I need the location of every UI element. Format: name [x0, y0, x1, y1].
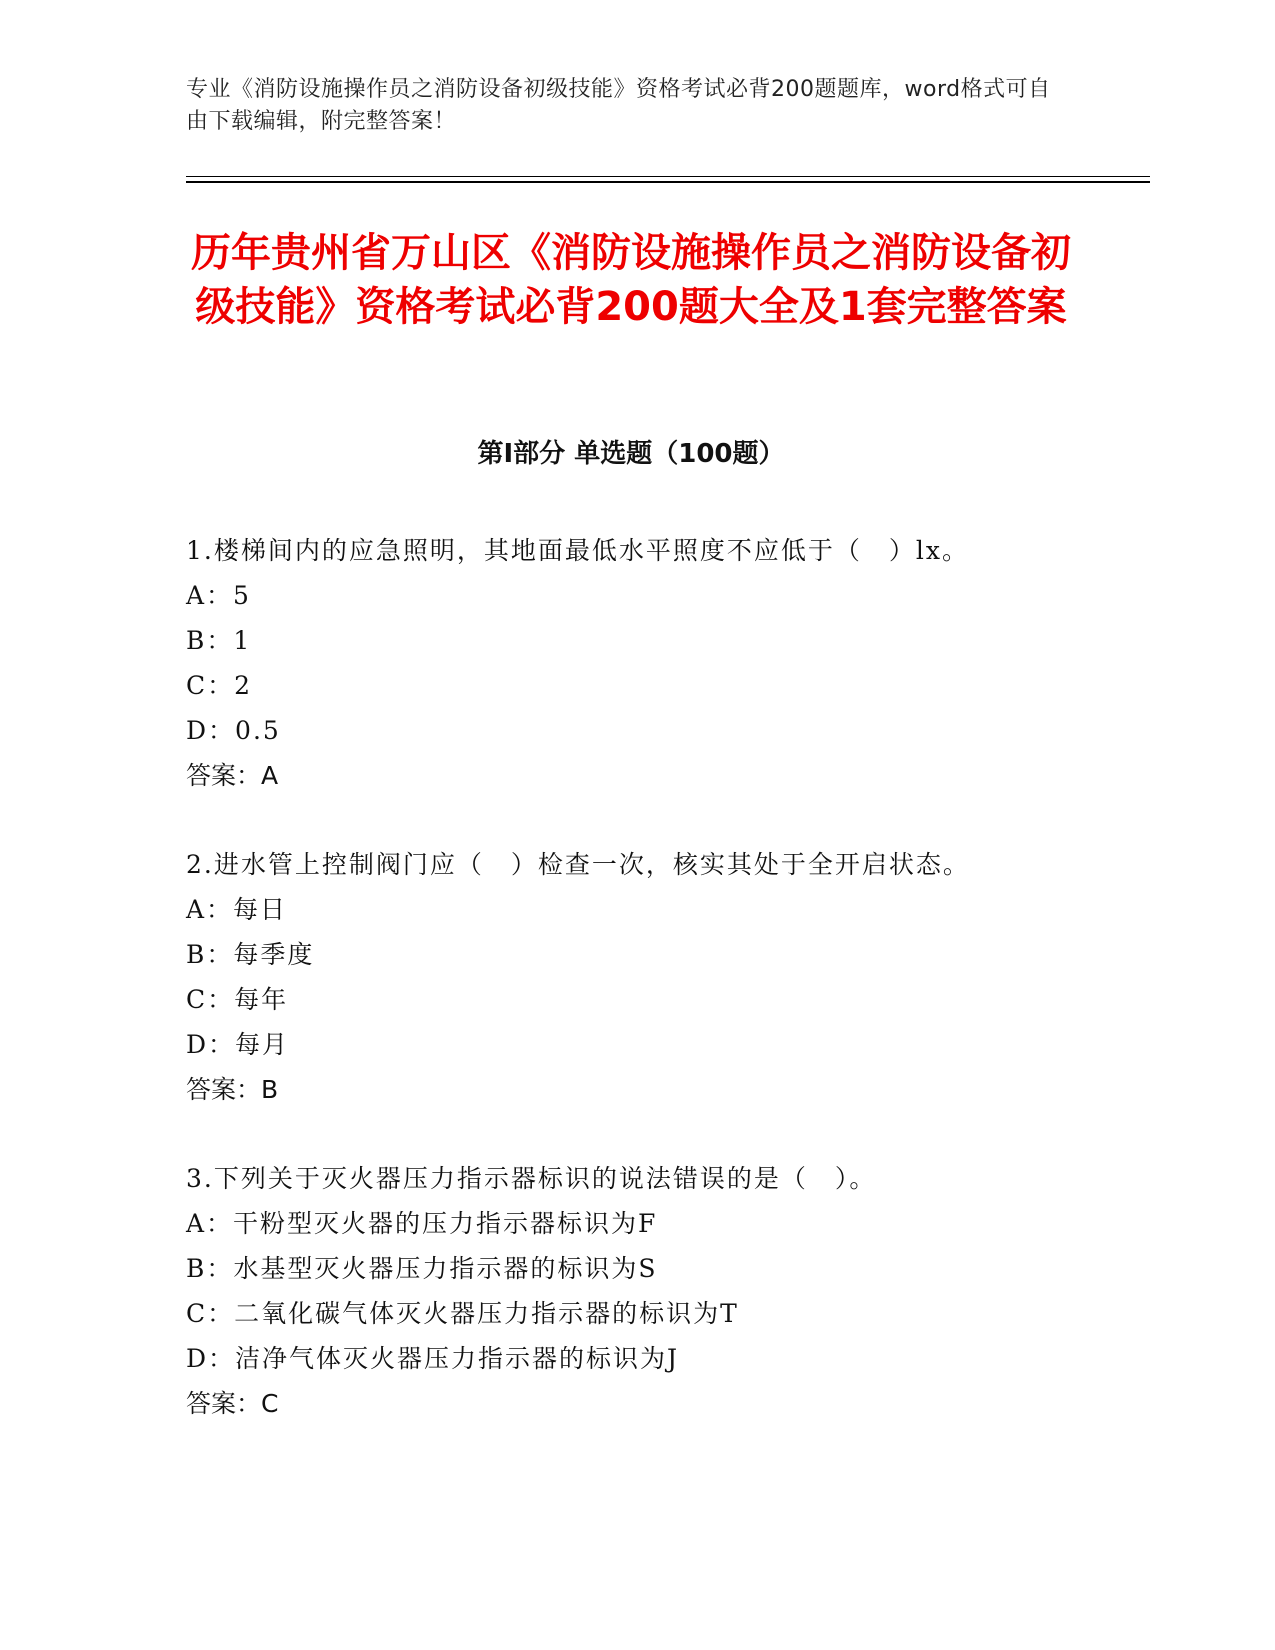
option-b: B：水基型灭火器压力指示器的标识为S [186, 1254, 658, 1283]
question-item [186, 1156, 1116, 1426]
option-b: B：1 [186, 626, 252, 655]
header-divider-thin [186, 176, 1150, 177]
option-d: D：洁净气体灭火器压力指示器的标识为J [186, 1344, 680, 1373]
question-stem: 3.下列关于灭火器压力指示器标识的说法错误的是（ ）。 [186, 1164, 877, 1193]
option-d: D：0.5 [186, 716, 281, 745]
question-stem: 2.进水管上控制阀门应（ ）检查一次，核实其处于全开启状态。 [186, 850, 970, 879]
option-d: D：每月 [186, 1030, 290, 1059]
header-divider-thick [186, 181, 1150, 183]
document-title: 历年贵州省万山区《消防设施操作员之消防设备初级技能》资格考试必背200题大全及1套完整答案 [191, 230, 1071, 330]
option-b: B：每季度 [186, 940, 315, 969]
option-a: A：每日 [186, 895, 288, 924]
section-heading: 第I部分 单选题（100题） [477, 439, 785, 469]
answer-line: 答案：B [186, 1075, 279, 1104]
answer-line: 答案：A [186, 761, 279, 790]
option-c: C：2 [186, 671, 253, 700]
option-a: A：干粉型灭火器的压力指示器标识为F [186, 1209, 658, 1238]
question-stem: 1.楼梯间内的应急照明，其地面最低水平照度不应低于（ ）lx。 [186, 536, 969, 565]
option-a: A：5 [186, 581, 251, 610]
question-item [186, 842, 1116, 1112]
option-c: C：二氧化碳气体灭火器压力指示器的标识为T [186, 1299, 739, 1328]
header-note: 专业《消防设施操作员之消防设备初级技能》资格考试必背200题题库，word格式可自由下载编辑，附完整答案！ [186, 77, 1051, 134]
option-c: C：每年 [186, 985, 289, 1014]
answer-line: 答案：C [186, 1389, 279, 1418]
question-item [186, 528, 1116, 798]
question-list [186, 528, 1116, 1470]
